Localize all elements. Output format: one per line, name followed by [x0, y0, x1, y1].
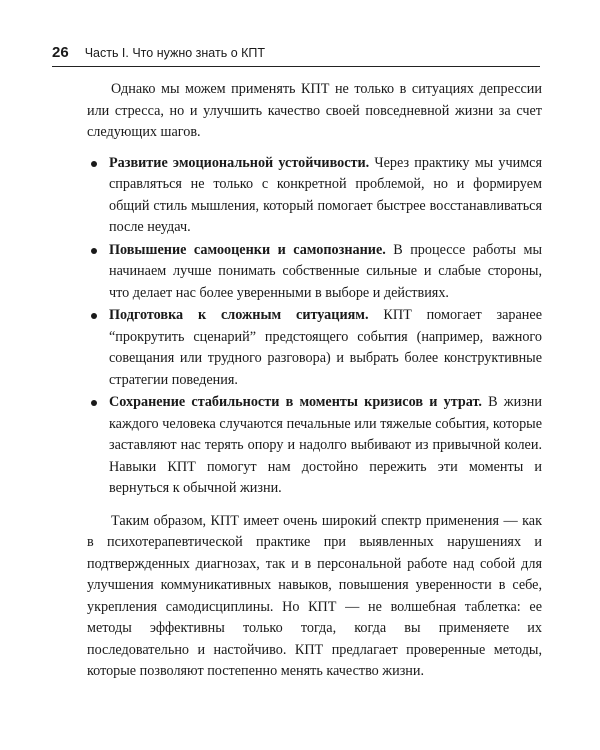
bullet-list [87, 153, 542, 500]
bullet-title: Развитие эмоциональной устойчивости. [109, 154, 370, 171]
list-item [87, 240, 542, 305]
bullet-dot-icon [91, 248, 97, 254]
page-number: 26 [52, 44, 69, 61]
bullet-dot-icon [91, 400, 97, 406]
bullet-text: Через практику мы учимся справляться не только с конкретной проблемой, но и формируем общий стиль мышления, который помогает быстрее восстанавливаться после неудач. [109, 154, 542, 235]
body-text [87, 79, 542, 683]
conclusion-paragraph: Таким образом, КПТ имеет очень широкий спектр применения — как в психотерапевтической практике при выявленных нарушениях и подтвержденных диагнозах, так и в персональной работе над собой для улучшения коммуникативных навыков, повышения уверенности в себе, укрепления самодисциплины. Но КПТ — не волшебная таблетка: ее методы эффективны только тогда, когда вы применяете их последовательно и настойчиво. КПТ предлагает проверенные методы, которые позволяют постепенно менять качество жизни. [87, 512, 542, 679]
bullet-dot-icon [91, 313, 97, 319]
running-title: Часть I. Что нужно знать о КПТ [84, 46, 266, 60]
bullet-title: Повышение самооценки и самопознание. [109, 241, 386, 258]
intro-paragraph: Однако мы можем применять КПТ не только в ситуациях депрессии или стресса, но и улучшить качество своей повседневной жизни за счет следующих шагов. [87, 81, 542, 140]
list-item [87, 305, 542, 391]
running-head [52, 44, 540, 67]
list-item [87, 392, 542, 500]
bullet-title: Сохранение стабильности в моменты кризисов и утрат. [109, 394, 482, 410]
bullet-text: В процессе работы мы начинаем лучше понимать собственные сильные и слабые стороны, что делает нас более уверенными в выборе и действиях. [109, 241, 542, 301]
bullet-dot-icon [91, 161, 97, 167]
bullet-text: В жизни каждого человека случаются печальные или тяжелые события, которые заставляют нас терять опору и надолго выбивают из привычной колеи. Навыки КПТ помогут нам достойно пережить эти моменты и вернуться к обычной жизни. [109, 394, 542, 496]
bullet-title: Подготовка к сложным ситуациям. [109, 307, 369, 323]
list-item [87, 153, 542, 239]
bullet-text: КПТ помогает заранее “прокрутить сценарий” предстоящего события (например, важного совещания или трудного разговора) и выбрать более конструктивные стратегии поведения. [109, 307, 542, 388]
